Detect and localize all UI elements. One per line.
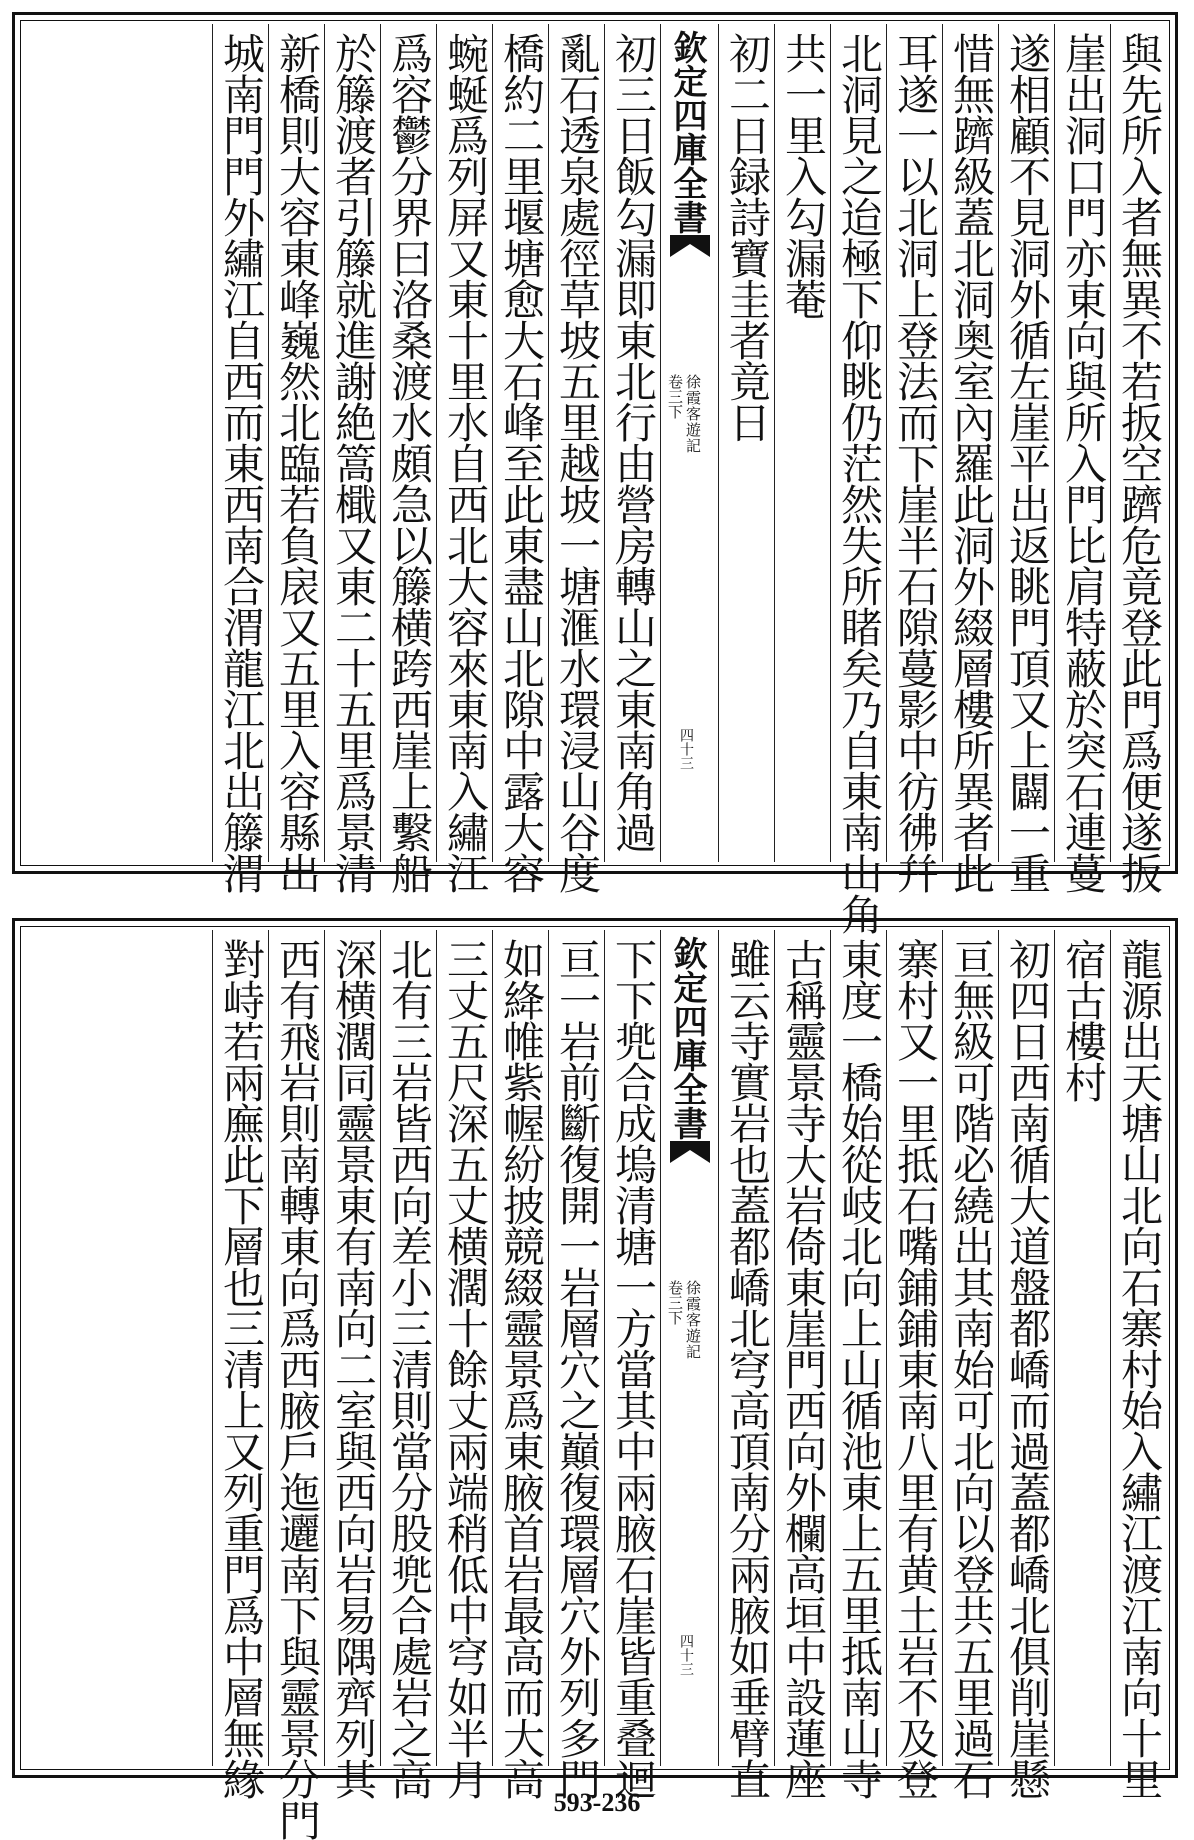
print-page-number: 593-236 — [553, 1788, 641, 1817]
text-column: 對峙若兩廡此下層也三清上又列重門爲中層無緣 — [212, 930, 268, 1766]
text-column: 如絳帷紫幄紛披競綴靈景爲東腋首岩最高而大高 — [492, 930, 548, 1766]
text-column: 寨村又一里抵石嘴鋪鋪東南八里有黄土岩不及登 — [886, 930, 942, 1766]
text-column: 爲容鬱分界曰洛桑渡水頗急以籐横跨西崖上繫船 — [380, 24, 436, 862]
text-column: 東度一橋始從岐北向上山循池東上五里抵南山寺 — [830, 930, 886, 1766]
volume-label: 卷三下 — [666, 1280, 684, 1325]
collection-title: 欽定四庫全書 — [667, 30, 707, 234]
text-column: 亂石透泉處徑草坡五里越坡一塘滙水環浸山谷度 — [548, 24, 604, 862]
leaf-number: 四十三 — [678, 728, 694, 770]
fishtail-mark-icon — [669, 1140, 711, 1164]
text-column: 橋約二里堰塘愈大石峰至此東盡山北隙中露大容 — [492, 24, 548, 862]
upper-text-columns — [24, 24, 1166, 934]
text-column: 共一里入勾漏菴 — [774, 24, 830, 862]
upper-page-panel — [12, 12, 1178, 934]
book-title: 徐霞客遊記 — [684, 374, 702, 454]
text-column: 於籐渡者引籐就進謝絶篙檝又東二十五里爲景清 — [324, 24, 380, 862]
text-column: 三丈五尺深五丈横濶十餘丈兩端稍低中穹如半月 — [436, 930, 492, 1766]
volume-label: 卷三下 — [666, 374, 684, 419]
text-column: 初三日飯勾漏即東北行由營房轉山之東南角過 — [604, 24, 660, 862]
center-spine — [660, 930, 718, 1766]
collection-title: 欽定四庫全書 — [667, 936, 707, 1140]
text-column: 北有三岩皆西向差小三清則當分股兠合處岩之高 — [380, 930, 436, 1766]
text-column: 崖出洞口門亦東向與所入門比肩特蔽於突石連蔓 — [1054, 24, 1110, 862]
text-column: 惜無躋級蓋北洞奥室內羅此洞外綴層樓所異者此 — [942, 24, 998, 862]
text-column: 城南門門外繡江自西而東西南合渭龍江北出籐渭 — [212, 24, 268, 862]
text-column: 亘一岩前斷復開一岩層穴之巔復環層穴外列多門 — [548, 930, 604, 1766]
text-column: 北洞見之迨極下仰眺仍茫然失所睹矣乃自東南山角 — [830, 24, 886, 862]
center-spine — [660, 24, 718, 862]
text-column: 雖云寺實岩也蓋都嶠北穹高頂南分兩腋如垂臂直 — [718, 930, 774, 1766]
text-column: 初二日録詩寶圭者竟日 — [718, 24, 774, 862]
text-column: 西有飛岩則南轉東向爲西腋戶迤邐南下與靈景分門 — [268, 930, 324, 1766]
text-column: 深横濶同靈景東有南向二室與西向岩易隅齊列其 — [324, 930, 380, 1766]
text-column: 亘無級可階必繞出其南始可北向以登共五里過石 — [942, 930, 998, 1766]
text-column: 初四日西南循大道盤都嶠而過蓋都嶠北俱削崖懸 — [998, 930, 1054, 1766]
text-column: 下下兠合成塢清塘一方當其中兩腋石崖皆重叠迴 — [604, 930, 660, 1766]
leaf-number: 四十三 — [678, 1634, 694, 1676]
fishtail-mark-icon — [669, 234, 711, 258]
text-column: 遂相顧不見洞外循左崖平出返眺門頂又上闢一重 — [998, 24, 1054, 862]
text-column: 與先所入者無異不若扳空躋危竟登此門爲便遂扳 — [1110, 24, 1166, 862]
text-column: 龍源出天塘山北向石寨村始入繡江渡江南向十里 — [1110, 930, 1166, 1766]
text-column: 古稱靈景寺大岩倚東崖門西向外欄高垣中設蓮座 — [774, 930, 830, 1766]
text-column: 宿古樓村 — [1054, 930, 1110, 1766]
text-column: 蜿蜒爲列屏又東十里水自西北大容來東南入繡江 — [436, 24, 492, 862]
text-column: 耳遂一以北洞上登法而下崖半石隙蔓影中彷彿幷 — [886, 24, 942, 862]
book-title: 徐霞客遊記 — [684, 1280, 702, 1360]
text-column: 新橋則大容東峰巍然北臨若負扆又五里入容縣出 — [268, 24, 324, 862]
